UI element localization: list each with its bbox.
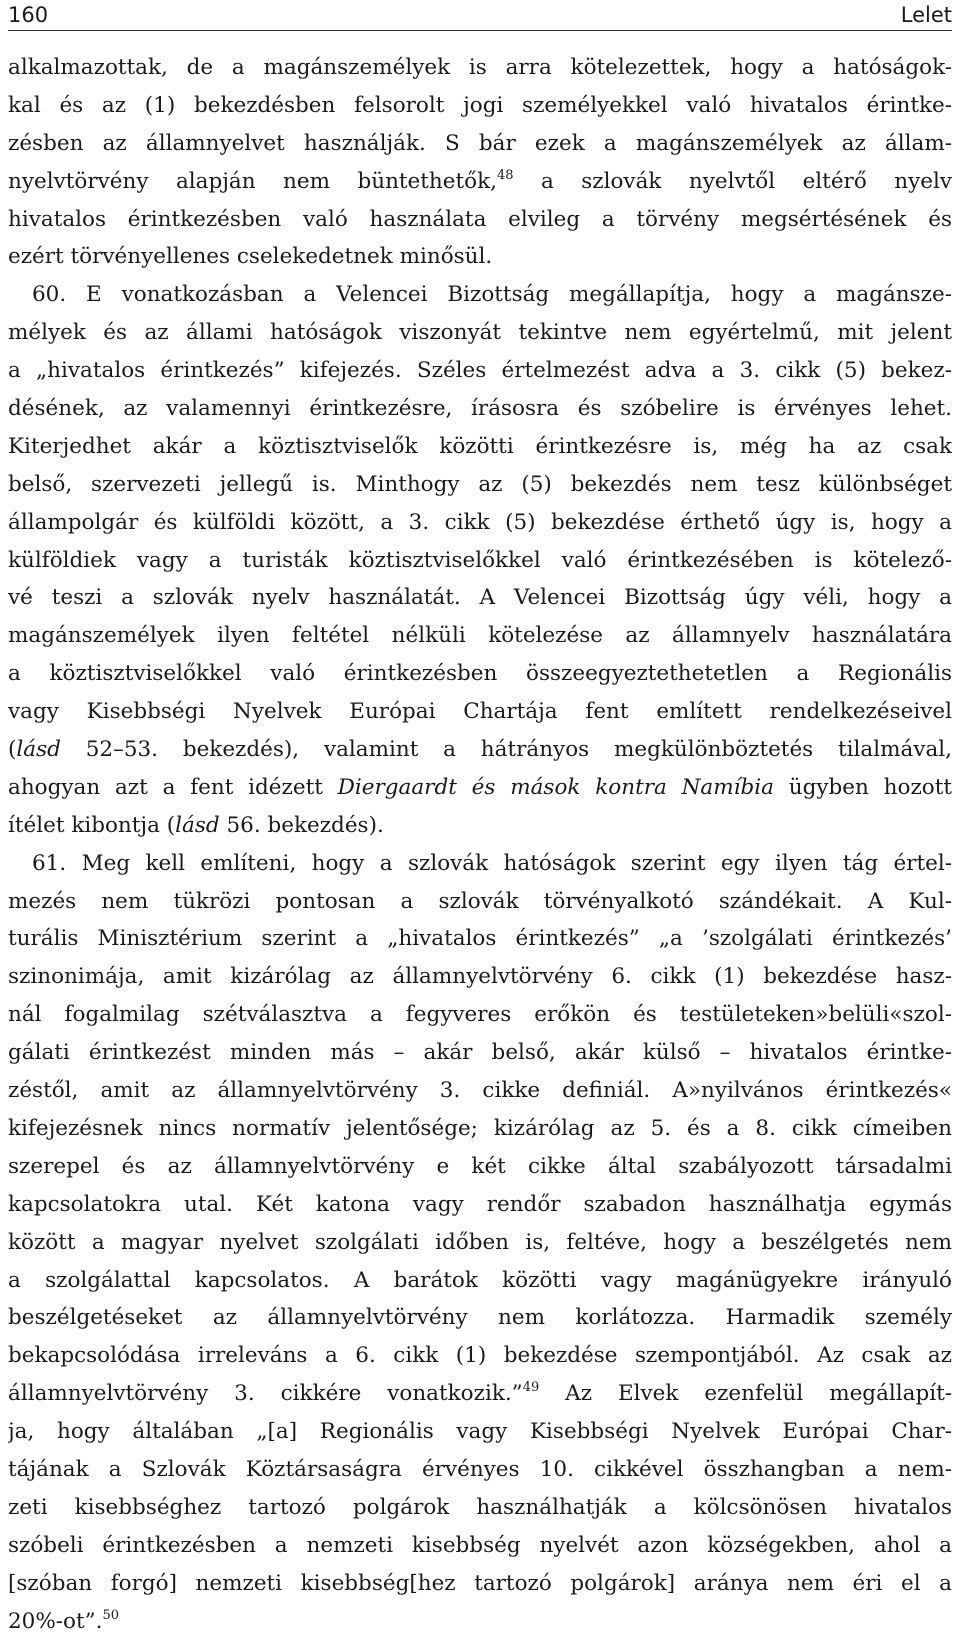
text-line	[8, 617, 952, 655]
text-line	[8, 49, 952, 87]
text-span: turális Minisztérium szerint a „hivatalos érintkezés” „a ’szolgálati érintkezés’	[8, 926, 952, 952]
text-line	[8, 1148, 952, 1186]
text-line	[8, 845, 952, 883]
text-span: 60. E vonatkozásban a Velencei Bizottság megállapítja, hogy a magánsze-	[32, 282, 952, 308]
text-span: ja, hogy általában „[a] Regionális vagy Kisebbségi Nyelvek Európai Char-	[8, 1419, 952, 1445]
text-span: szinonimája, amit kizárólag az államnyelvtörvény 6. cikk (1) bekezdése hasz-	[8, 964, 952, 990]
text-span: 56. bekezdés).	[219, 812, 384, 838]
text-span: államnyelvtörvény 3. cikkére vonatkozik.”	[8, 1381, 523, 1407]
text-line	[8, 1110, 952, 1148]
text-span: ítélet kibontja (	[8, 812, 176, 838]
text-line	[8, 542, 952, 580]
paragraph-p61	[8, 845, 952, 1640]
text-line	[8, 1603, 952, 1640]
page-number: 160	[8, 3, 49, 27]
italic-text: lásd	[175, 812, 220, 838]
body-text	[8, 49, 952, 1640]
text-line	[8, 1413, 952, 1451]
text-line	[8, 655, 952, 693]
text-line	[8, 1186, 952, 1224]
text-span: kal és az (1) bekezdésben felsorolt jogi személyekkel való hivatalos érintke-	[8, 92, 952, 118]
text-span: Kiterjedhet akár a köztisztviselők közötti érintkezésre is, még ha az csak	[8, 433, 952, 459]
text-line	[8, 125, 952, 163]
text-span: désének, az valamennyi érintkezésre, írásosra és szóbelire is érvényes lehet.	[8, 396, 952, 422]
text-line	[8, 1337, 952, 1375]
text-line	[8, 579, 952, 617]
text-span: (	[8, 737, 17, 763]
text-line	[8, 1489, 952, 1527]
text-line	[8, 390, 952, 428]
text-line	[8, 1072, 952, 1110]
text-span: a szolgálattal kapcsolatos. A barátok közötti vagy magánügyekre irányuló	[8, 1267, 952, 1293]
text-span: ezért törvényellenes cselekedetnek minősül.	[8, 244, 493, 270]
text-line	[8, 163, 952, 201]
text-span: mezés nem tükrözi pontosan a szlovák törvényalkotó szándékait. A Kul-	[8, 888, 952, 914]
text-span: bekapcsolódása irreleváns a 6. cikk (1) bekezdése szempontjából. Az csak az	[8, 1343, 952, 1369]
text-span: 52–53. bekezdés), valamint a hátrányos megkülönböztetés tilalmával,	[60, 737, 952, 763]
text-span: ügyben hozott	[773, 774, 952, 800]
page-header	[8, 0, 952, 31]
text-line	[8, 958, 952, 996]
text-span: zéstől, amit az államnyelvtörvény 3. cikke definiál. A»nyilvános érintkezés«	[8, 1078, 952, 1104]
text-span: szóbeli érintkezésben a nemzeti kisebbség nyelvét azon községekben, ahol a	[8, 1532, 952, 1558]
text-line	[8, 1262, 952, 1300]
text-span: szerepel és az államnyelvtörvény e két cikke által szabályozott társadalmi	[8, 1153, 952, 1179]
text-span: gálati érintkezést minden más – akár belső, akár külső – hivatalos érintke-	[8, 1040, 952, 1066]
text-span: hivatalos érintkezésben való használata elvileg a törvény megsértésének és	[8, 206, 952, 232]
text-line	[8, 769, 952, 807]
text-span: kifejezésnek nincs normatív jelentősége; kizárólag az 5. és a 8. cikk címeiben	[8, 1115, 952, 1141]
italic-text: lásd	[16, 737, 61, 763]
text-line	[8, 238, 952, 276]
text-span: külföldiek vagy a turisták köztisztviselőkkel való érintkezésében is kötelező-	[8, 547, 952, 573]
text-line	[8, 1299, 952, 1337]
text-line	[8, 466, 952, 504]
text-span: között a magyar nyelvet szolgálati időben is, feltéve, hogy a beszélgetés nem	[8, 1229, 952, 1255]
text-span: a köztisztviselőkkel való érintkezésben összeegyeztethetetlen a Regionális	[8, 661, 952, 687]
text-line	[8, 201, 952, 239]
paragraph-p60	[8, 276, 952, 844]
text-span: vagy Kisebbségi Nyelvek Európai Chartája fent említett rendelkezéseivel	[8, 699, 952, 725]
text-line	[8, 352, 952, 390]
text-line	[8, 1451, 952, 1489]
footnote-ref[interactable]: 48	[496, 167, 514, 183]
paragraph-p59-cont	[8, 49, 952, 276]
italic-text: Diergaardt és mások kontra Namíbia	[337, 774, 774, 800]
text-line	[8, 87, 952, 125]
text-line	[8, 504, 952, 542]
text-span: állampolgár és külföldi között, a 3. cikk (5) bekezdése érthető úgy is, hogy a	[8, 509, 952, 535]
text-span: Az Elvek ezenfelül megállapít-	[539, 1381, 952, 1407]
text-span: beszélgetéseket az államnyelvtörvény nem korlátozza. Harmadik személy	[8, 1305, 952, 1331]
text-span: 61. Meg kell említeni, hogy a szlovák hatóságok szerint egy ilyen tág értel-	[32, 850, 952, 876]
text-span: kapcsolatokra utal. Két katona vagy rendőr szabadon használhatja egymás	[8, 1191, 952, 1217]
text-line	[8, 428, 952, 466]
text-span: belső, szervezeti jellegű is. Minthogy az (5) bekezdés nem tesz különbséget	[8, 471, 952, 497]
text-span: mélyek és az állami hatóságok viszonyát tekintve nem egyértelmű, mit jelent	[8, 320, 952, 346]
text-line	[8, 1565, 952, 1603]
text-line	[8, 276, 952, 314]
text-span: zeti kisebbséghez tartozó polgárok használhatják a kölcsönösen hivatalos	[8, 1494, 952, 1520]
text-span: 20%-ot”.	[8, 1608, 103, 1634]
text-span: ahogyan azt a fent idézett	[8, 774, 338, 800]
text-span: a szlovák nyelvtől eltérő nyelv	[513, 168, 952, 194]
text-span: nyelvtörvény alapján nem büntethetők,	[8, 168, 497, 194]
text-line	[8, 883, 952, 921]
text-span: zésben az államnyelvet használják. S bár ezek a magánszemélyek az állam-	[8, 130, 952, 156]
text-line	[8, 996, 952, 1034]
text-span: [szóban forgó] nemzeti kisebbség[hez tartozó polgárok] aránya nem éri el a	[8, 1570, 952, 1596]
text-line	[8, 1224, 952, 1262]
text-line	[8, 1527, 952, 1565]
running-head: Lelet	[900, 3, 952, 27]
footnote-ref[interactable]: 50	[102, 1607, 120, 1623]
text-span: nál fogalmilag szétválasztva a fegyveres erőkön és testületeken»belüli«szol-	[8, 1002, 952, 1028]
text-line	[8, 1034, 952, 1072]
text-span: vé teszi a szlovák nyelv használatát. A Velencei Bizottság úgy véli, hogy a	[8, 585, 952, 611]
text-span: magánszemélyek ilyen feltétel nélküli kötelezése az államnyelv használatára	[8, 623, 952, 649]
text-span: a „hivatalos érintkezés” kifejezés. Széles értelmezést adva a 3. cikk (5) bekez-	[8, 358, 952, 384]
text-span: tájának a Szlovák Köztársaságra érvényes 10. cikkével összhangban a nem-	[8, 1456, 952, 1482]
text-line	[8, 1375, 952, 1413]
text-line	[8, 920, 952, 958]
text-line	[8, 807, 952, 845]
text-line	[8, 731, 952, 769]
footnote-ref[interactable]: 49	[522, 1380, 540, 1396]
text-line	[8, 693, 952, 731]
text-span: alkalmazottak, de a magánszemélyek is arra kötelezettek, hogy a hatóságok-	[8, 55, 952, 80]
text-line	[8, 314, 952, 352]
